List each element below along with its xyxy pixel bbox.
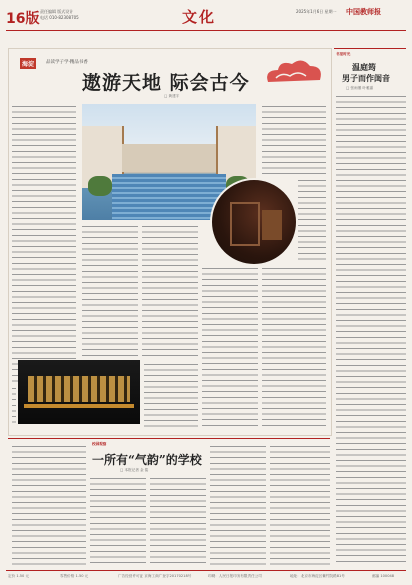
bottom-text-col1 — [12, 444, 86, 566]
footer-price: 定价 1.50 元 — [8, 574, 30, 578]
editor-info — [40, 9, 79, 21]
main-text-col4-top — [262, 104, 326, 176]
main-text-col1-bottom — [12, 386, 16, 426]
section-title: 文化 — [182, 8, 217, 26]
column-subtitle: 品读学子学·精品书香 — [46, 60, 88, 65]
main-text-col2 — [82, 224, 138, 358]
email-line: 电话 010-82308705 — [40, 15, 79, 20]
footer-retail: 零售价格 1.50 元 — [60, 574, 89, 578]
night-building-photo — [18, 360, 140, 424]
page-number: 16版 — [6, 11, 40, 27]
bottom-text-col3 — [150, 476, 206, 566]
library-round-photo — [210, 178, 298, 266]
right-byline: □ 张雨墨 叶雅嘉 — [346, 86, 374, 90]
footer-address: 地址：北京市海淀区紫竹院路81号 — [290, 574, 345, 578]
paper-name: 中国教师报 — [346, 7, 381, 16]
bottom-headline: 一所有“气韵”的学校 — [92, 453, 202, 467]
bottom-column-tag: 校园观察 — [92, 442, 107, 446]
footer-license: 广告经营许可证 京海工商广登字20170218号 — [118, 574, 192, 578]
main-text-col3b — [144, 362, 198, 428]
bottom-text-col4 — [210, 444, 266, 566]
main-text-col3 — [202, 266, 258, 428]
main-text-col1 — [12, 104, 76, 384]
header-divider — [6, 30, 406, 31]
contact-line: 责任编辑 版式设计 — [40, 9, 74, 14]
right-divider — [334, 48, 406, 49]
footer-printer: 印刷：人民日报印务有限责任公司 — [208, 574, 262, 578]
byline: □ 黄建宇 — [164, 94, 180, 98]
main-text-col4 — [262, 266, 326, 428]
issue-date: 2025年1月6日 星期一 — [296, 9, 337, 14]
main-text-col3a — [142, 224, 198, 358]
right-headline-line1: 温庭筠 — [352, 62, 376, 72]
headline: 遨游天地 际会古今 — [82, 72, 250, 94]
bottom-text-col2 — [90, 476, 146, 566]
right-article-text — [336, 94, 406, 564]
footer-divider — [6, 570, 406, 571]
main-text-col4-side — [298, 178, 326, 262]
right-headline-line2: 男子而作闺音 — [342, 73, 390, 83]
bottom-divider — [8, 438, 330, 439]
bottom-text-col5 — [270, 444, 330, 566]
right-column-tag: 书里时光 — [336, 52, 351, 56]
footer-postcode: 邮编 100048 — [372, 574, 395, 578]
bottom-byline: □ 本报记者 金 铭 — [120, 468, 149, 472]
cloud-decoration — [262, 56, 326, 90]
column-tag: 海淀 — [20, 58, 36, 69]
